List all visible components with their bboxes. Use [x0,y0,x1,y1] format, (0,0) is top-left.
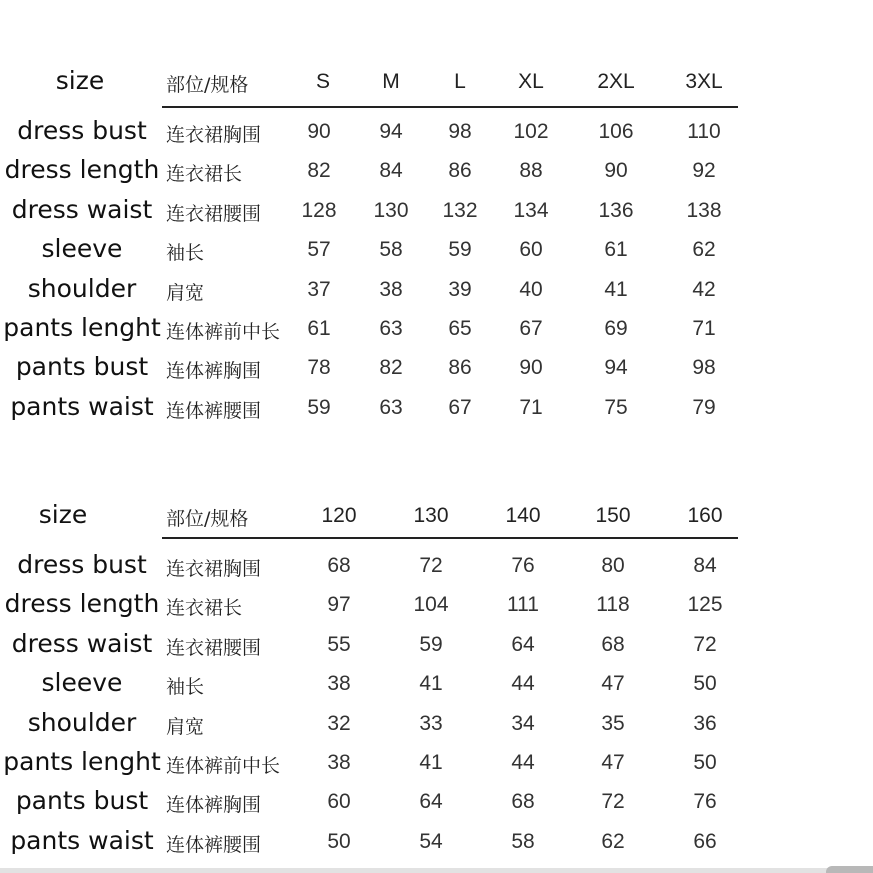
table-cell: 76 [693,790,717,814]
table-row [0,786,873,822]
row-label-en: dress bust [17,116,147,145]
row-label-cn: 连衣裙长 [166,597,243,620]
table-cell: 125 [687,593,723,617]
row-label-cn: 连体裤胸围 [166,360,262,383]
row-label-en: pants waist [10,825,154,855]
table-cell: 65 [448,317,472,340]
row-label-cn: 袖长 [166,676,205,699]
table-row [0,116,873,152]
size-col-header: 140 [505,504,541,527]
table-row [0,708,873,744]
table-cell: 36 [693,711,717,735]
header-divider [162,537,738,539]
table-cell: 132 [442,198,478,222]
size-col-header: XL [518,70,544,93]
table-cell: 104 [413,593,449,617]
row-label-en: pants bust [15,352,149,382]
bottom-scrollbar-track [0,868,873,873]
row-label-cn: 袖长 [166,242,205,265]
table-cell: 54 [419,829,443,853]
table-cell: 59 [448,238,472,262]
table-cell: 82 [307,159,331,183]
table-row [0,826,873,862]
table-cell: 138 [686,198,722,222]
table-cell: 41 [419,672,443,696]
table-cell: 72 [693,632,717,656]
table-row [0,155,873,191]
table-row [0,313,873,349]
table-cell: 60 [327,790,351,814]
table-cell: 68 [601,632,625,656]
table-cell: 37 [307,277,331,301]
table-cell: 33 [419,711,443,735]
table-cell: 118 [596,593,630,617]
table-cell: 61 [604,238,628,262]
table-cell: 35 [601,711,625,735]
table-cell: 111 [507,593,539,617]
row-label-en: pants lenght [3,313,161,342]
size-col-header: L [454,70,466,93]
row-label-cn: 肩宽 [166,715,205,738]
table-cell: 110 [687,120,721,143]
table-cell: 67 [519,317,543,340]
table-cell: 79 [692,395,716,419]
table-cell: 62 [692,238,716,262]
table-cell: 62 [601,829,625,853]
row-label-en: pants waist [10,391,154,421]
table-cell: 80 [601,554,625,577]
table-cell: 75 [604,395,628,419]
table-cell: 92 [692,159,716,183]
table-row [0,629,873,665]
table-cell: 136 [598,198,634,222]
table-cell: 47 [601,751,625,774]
row-label-en: shoulder [27,707,137,737]
row-label-en: pants bust [15,786,149,816]
table-cell: 41 [604,277,628,301]
table-cell: 50 [327,829,351,853]
table-cell: 98 [448,120,472,143]
size-header: size [38,500,88,529]
table-row [0,234,873,270]
table-cell: 57 [307,238,331,262]
row-label-cn: 连衣裙胸围 [166,124,262,146]
table-cell: 88 [519,159,543,183]
table-cell: 58 [511,829,535,853]
size-header: size [55,66,105,95]
row-label-en: dress waist [11,628,153,658]
size-col-header: 120 [321,504,357,527]
table-cell: 39 [448,277,472,301]
table-cell: 40 [519,277,543,301]
table-cell: 106 [598,120,634,143]
table-cell: 58 [379,238,403,262]
table-cell: 86 [448,159,472,183]
table-cell: 130 [373,198,409,222]
table-row [0,747,873,783]
row-label-en: dress bust [17,550,147,579]
table-cell: 78 [307,356,331,380]
header-divider [162,106,738,108]
table-cell: 68 [511,790,535,814]
table-cell: 84 [379,159,403,183]
table-row [0,274,873,310]
size-col-header: 160 [687,504,723,527]
table-cell: 64 [419,790,443,814]
table-cell: 90 [519,356,543,380]
table-cell: 59 [307,395,331,419]
table-cell: 59 [419,632,443,656]
table-cell: 50 [693,672,717,696]
table-cell: 63 [379,317,403,340]
table-cell: 38 [327,672,351,696]
table-cell: 41 [419,751,443,774]
table-cell: 72 [601,790,625,814]
table-cell: 42 [692,277,716,301]
table-cell: 97 [327,593,351,617]
size-col-header: 3XL [685,70,723,93]
table-cell: 82 [379,356,403,380]
table-cell: 71 [519,395,543,419]
table-row [0,352,873,388]
row-label-cn: 连体裤腰围 [166,399,262,422]
table-header-row [0,66,873,102]
row-label-en: dress waist [11,194,153,224]
scroll-corner [826,866,873,873]
table-cell: 44 [511,672,535,696]
table-cell: 61 [307,317,331,340]
table-cell: 102 [513,120,549,143]
table-cell: 44 [511,751,535,774]
table-cell: 60 [519,238,543,262]
table-cell: 98 [692,356,716,380]
size-col-header: 150 [595,504,631,527]
row-label-en: sleeve [41,234,123,264]
table-cell: 69 [604,317,628,340]
table-cell: 47 [601,672,625,696]
table-cell: 66 [693,829,717,853]
table-row [0,668,873,704]
row-label-en: dress length [4,155,160,185]
table-cell: 94 [604,356,628,380]
table-cell: 67 [448,395,472,419]
row-label-cn: 连体裤前中长 [166,755,281,777]
row-label-cn: 连体裤腰围 [166,833,262,856]
table-cell: 72 [419,554,443,577]
row-label-cn: 连衣裙腰围 [166,636,262,659]
table-cell: 38 [327,751,351,774]
table-cell: 84 [693,554,717,577]
cn-header: 部位/规格 [166,74,249,96]
table-row [0,589,873,625]
row-label-cn: 连衣裙腰围 [166,202,262,225]
size-col-header: 130 [413,504,449,527]
row-label-cn: 连体裤前中长 [166,321,281,343]
table-cell: 55 [327,632,351,656]
table-row [0,392,873,428]
cn-header: 部位/规格 [166,508,249,530]
table-cell: 63 [379,395,403,419]
table-cell: 34 [511,711,535,735]
row-label-en: pants lenght [3,747,161,776]
table-cell: 71 [692,317,716,340]
table-cell: 94 [379,120,403,143]
row-label-en: shoulder [27,273,137,303]
table-cell: 76 [511,554,535,577]
table-cell: 50 [693,751,717,774]
row-label-cn: 肩宽 [166,281,205,304]
row-label-cn: 连衣裙长 [166,163,243,186]
table-row [0,195,873,231]
table-cell: 32 [327,711,351,735]
row-label-cn: 连体裤胸围 [166,794,262,817]
table-cell: 64 [511,632,535,656]
table-cell: 38 [379,277,403,301]
size-col-header: 2XL [597,70,635,93]
table-cell: 90 [307,120,331,143]
table-cell: 86 [448,356,472,380]
table-cell: 90 [604,159,628,183]
row-label-en: dress length [4,589,160,619]
size-col-header: M [382,70,400,93]
table-header-row [0,500,873,536]
size-col-header: S [315,70,330,93]
table-row [0,550,873,586]
table-cell: 134 [513,198,549,222]
table-cell: 68 [327,554,351,577]
row-label-cn: 连衣裙胸围 [166,558,262,580]
row-label-en: sleeve [41,668,123,698]
table-cell: 128 [301,198,337,222]
